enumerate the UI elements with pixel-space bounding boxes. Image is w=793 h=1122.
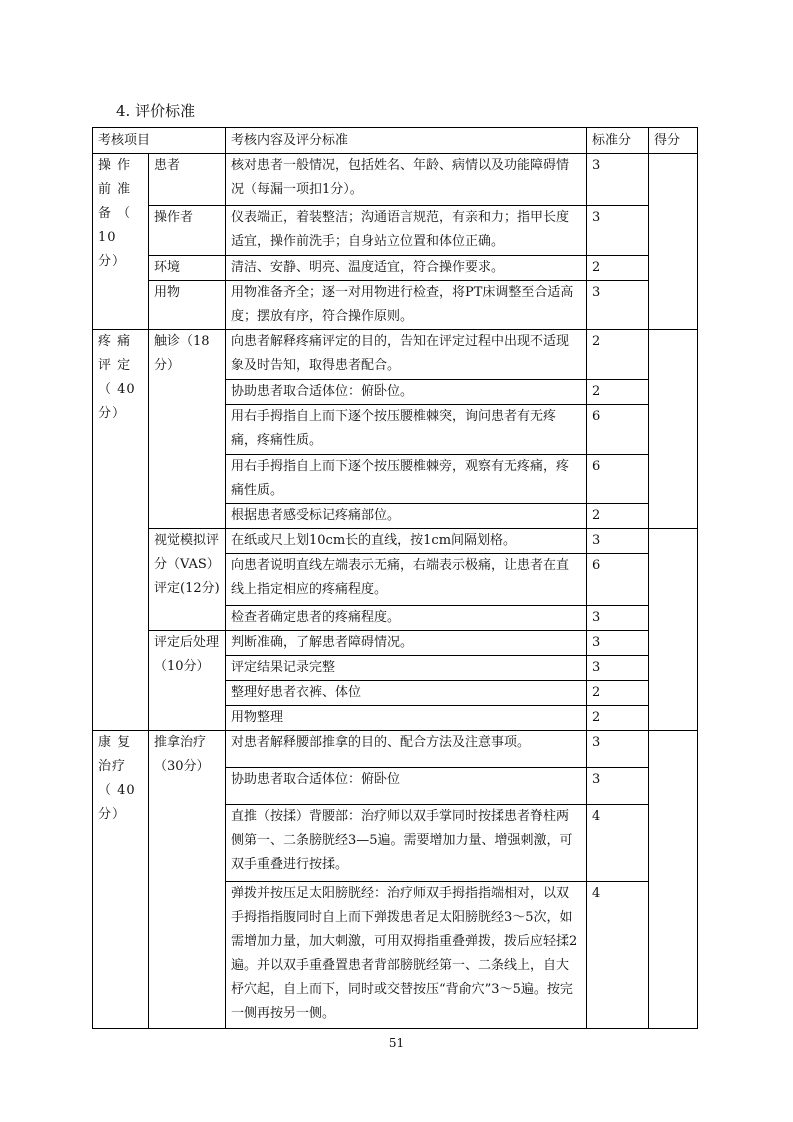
- row-content: 用物准备齐全；逐一对用物进行检查，将PT床调整至合适高度；摆放有序，符合操作原则。: [226, 281, 587, 330]
- subitem-vas: 视觉模拟评分（VAS）评定(12分): [149, 529, 226, 631]
- table-row: [93, 731, 698, 768]
- category-pain-assessment: 疼 痛 评 定 （ 40 分）: [93, 330, 149, 731]
- subitem-massage: 推拿治疗（30分）: [149, 731, 226, 1029]
- row-points: 2: [587, 504, 649, 529]
- table-row: [93, 631, 698, 656]
- category-preparation: 操 作 前 准 备 （ 10 分）: [93, 154, 149, 330]
- table-row: [93, 330, 698, 380]
- row-content: 在纸或尺上划10cm长的直线，按1cm间隔划格。: [226, 529, 587, 554]
- row-content: 向患者说明直线左端表示无痛，右端表示极痛，让患者在直线上指定相应的疼痛程度。: [226, 554, 587, 606]
- row-points: 2: [587, 330, 649, 380]
- row-content: 对患者解释腰部推拿的目的、配合方法及注意事项。: [226, 731, 587, 768]
- table-row: [93, 529, 698, 554]
- row-points: 3: [587, 631, 649, 656]
- row-points: 3: [587, 529, 649, 554]
- page-number: 51: [388, 1036, 405, 1050]
- row-content: 仪表端正，着装整洁；沟通语言规范，有亲和力；指甲长度适宜，操作前洗手；自身站立位置和体位正确。: [226, 206, 587, 256]
- section-heading: 4. 评价标准: [116, 102, 196, 120]
- row-points: 3: [587, 606, 649, 631]
- subitem-patient: 患者: [149, 154, 226, 206]
- row-content: 判断准确，了解患者障碍情况。: [226, 631, 587, 656]
- row-content: 协助患者取合适体位：俯卧位: [226, 768, 587, 805]
- header-obtained-score: 得分: [649, 128, 698, 154]
- subitem-post-processing: 评定后处理（10分）: [149, 631, 226, 731]
- row-points: 3: [587, 768, 649, 805]
- row-points: 4: [587, 805, 649, 882]
- category-rehab-treatment: 康 复 治疗 （ 40 分）: [93, 731, 149, 1029]
- row-points: 3: [587, 656, 649, 681]
- header-standard-score: 标准分: [587, 128, 649, 154]
- row-content: 直推（按揉）背腰部：治疗师以双手掌同时按揉患者脊柱两侧第一、二条膀胱经3—5遍。需要增加力量、增强刺激，可双手重叠进行按揉。: [226, 805, 587, 882]
- row-points: 2: [587, 681, 649, 706]
- row-content: 弹拨并按压足太阳膀胱经：治疗师双手拇指指端相对，以双手拇指指腹同时自上而下弹拨患者足太阳膀胱经3～5次，如需增加力量，加大刺激，可用双拇指重叠弹拨，拨后应轻揉2遍。并以双手重叠置患者背部膀胱经第一、二条线上，自大杼穴起，自上而下，同时或交替按压“背俞穴”3～5遍。按完一侧再按另一侧。: [226, 882, 587, 1029]
- row-content: 向患者解释疼痛评定的目的，告知在评定过程中出现不适现象及时告知，取得患者配合。: [226, 330, 587, 380]
- row-content: 根据患者感受标记疼痛部位。: [226, 504, 587, 529]
- row-points: 2: [587, 380, 649, 405]
- row-content: 用物整理: [226, 706, 587, 731]
- row-points: 3: [587, 206, 649, 256]
- row-points: 6: [587, 554, 649, 606]
- row-points: 2: [587, 256, 649, 281]
- row-points: 4: [587, 882, 649, 1029]
- table-header-row: [93, 128, 698, 154]
- score-cell-vas: [649, 529, 698, 731]
- row-content: 核对患者一般情况，包括姓名、年龄、病情以及功能障碍情况（每漏一项扣1分）。: [226, 154, 587, 206]
- evaluation-table: [92, 127, 698, 1029]
- score-cell-preparation: [649, 154, 698, 330]
- table-row: [93, 281, 698, 330]
- row-points: 3: [587, 731, 649, 768]
- row-content: 评定结果记录完整: [226, 656, 587, 681]
- row-points: 3: [587, 281, 649, 330]
- subitem-operator: 操作者: [149, 206, 226, 256]
- row-content: 清洁、安静、明亮、温度适宜，符合操作要求。: [226, 256, 587, 281]
- subitem-environment: 环境: [149, 256, 226, 281]
- table-row: [93, 154, 698, 206]
- row-content: 检查者确定患者的疼痛程度。: [226, 606, 587, 631]
- score-cell-massage: [649, 731, 698, 1029]
- row-points: 2: [587, 706, 649, 731]
- row-content: 用右手拇指自上而下逐个按压腰椎棘旁，观察有无疼痛，疼痛性质。: [226, 455, 587, 504]
- row-content: 整理好患者衣裤、体位: [226, 681, 587, 706]
- table-row: [93, 256, 698, 281]
- subitem-supplies: 用物: [149, 281, 226, 330]
- table-row: [93, 206, 698, 256]
- subitem-palpation: 触诊（18分）: [149, 330, 226, 529]
- row-points: 6: [587, 455, 649, 504]
- header-content: 考核内容及评分标准: [226, 128, 587, 154]
- row-content: 协助患者取合适体位：俯卧位。: [226, 380, 587, 405]
- row-points: 6: [587, 405, 649, 455]
- row-points: 3: [587, 154, 649, 206]
- header-item: 考核项目: [93, 128, 226, 154]
- score-cell-palpation: [649, 330, 698, 529]
- row-content: 用右手拇指自上而下逐个按压腰椎棘突，询问患者有无疼痛，疼痛性质。: [226, 405, 587, 455]
